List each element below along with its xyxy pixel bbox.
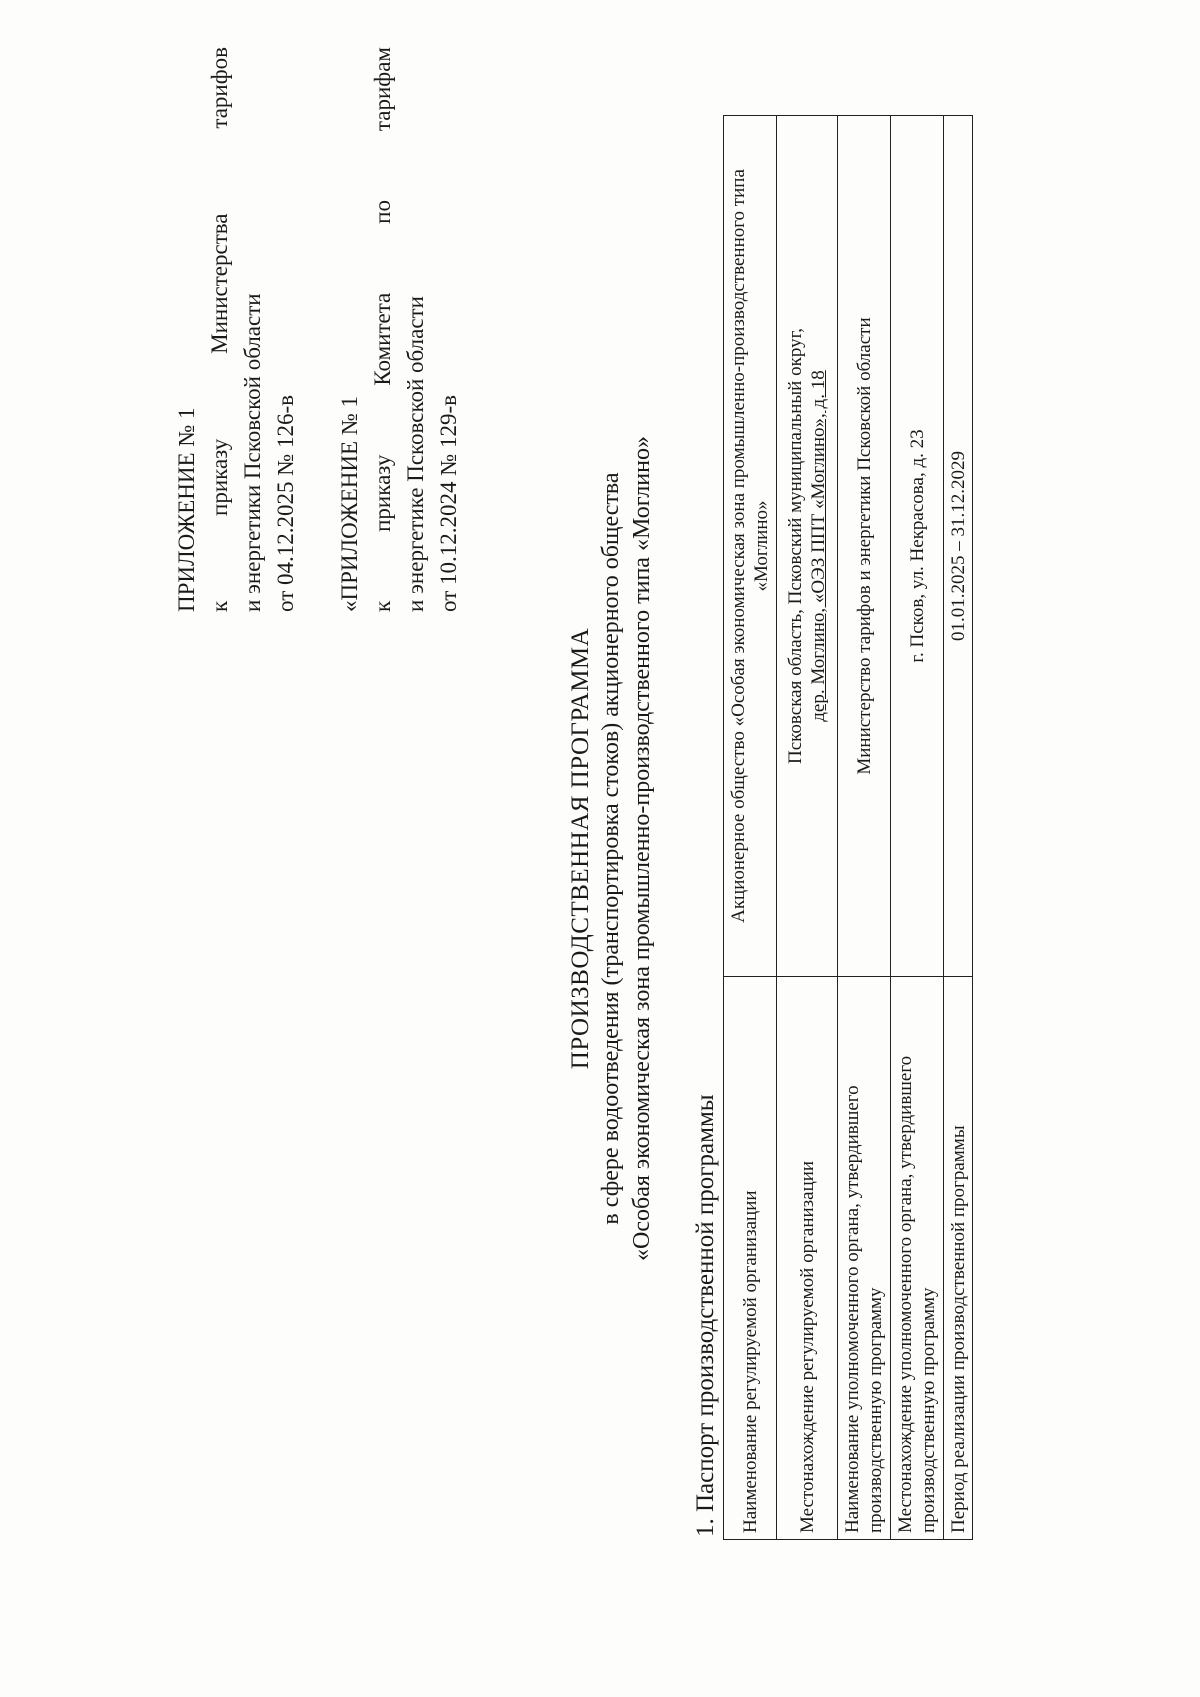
appendix-order-line	[366, 47, 399, 612]
table-cell-label: Период реализации производственной программы	[944, 977, 973, 1540]
appendix-word: к	[370, 600, 395, 612]
table-cell-value: г. Псков, ул. Некрасова, д. 23	[891, 116, 944, 977]
appendix-block-previous	[333, 47, 465, 612]
appendix-authority: и энергетике Псковской области	[403, 296, 428, 612]
appendix-title: ПРИЛОЖЕНИЕ № 1	[174, 407, 199, 612]
program-heading	[565, 0, 658, 1697]
section-title: 1. Паспорт производственной программы	[692, 1094, 719, 1537]
table-cell-label: Наименование уполномоченного органа, утвердившего производственную программу	[838, 977, 891, 1540]
appendix-word: Комитета	[370, 292, 395, 386]
appendix-word: Министерства	[207, 213, 232, 354]
appendix-word: к	[207, 600, 232, 612]
table-row	[838, 116, 891, 1540]
appendix-block-current	[170, 47, 302, 612]
table-cell-label: Местонахождение уполномоченного органа, утвердившего производственную программу	[891, 977, 944, 1540]
table-cell-value: Министерство тарифов и энергетики Псковской области	[838, 116, 891, 977]
appendix-order-date: от 04.12.2025 № 126-в	[273, 395, 298, 612]
appendix-order-line	[203, 47, 236, 612]
appendix-authority: и энергетики Псковской области	[240, 293, 265, 612]
address-line: дер. Моглино, «ОЭЗ ППТ «Моглино», д. 18	[808, 370, 829, 722]
table-cell-value	[777, 116, 838, 977]
table-row	[944, 116, 973, 1540]
page-subtitle: в сфере водоотведения (транспортировка стоков) акционерного общества	[598, 472, 624, 1225]
appendix-order-date: от 10.12.2024 № 129-в	[436, 395, 461, 612]
table-cell-value: Акционерное общество «Особая экономическая зона промышленно-производственного типа «Моглино»	[724, 116, 777, 977]
appendix-word: тарифам	[370, 47, 395, 132]
table-cell-label: Наименование регулируемой организации	[724, 977, 777, 1540]
appendix-word: по	[370, 200, 395, 224]
page-title: ПРОИЗВОДСТВЕННАЯ ПРОГРАММА	[567, 627, 594, 1070]
table-row	[724, 116, 777, 1540]
table-cell-value: 01.01.2025 – 31.12.2029	[944, 116, 973, 977]
appendix-word: тарифов	[207, 47, 232, 129]
table-row	[777, 116, 838, 1540]
address-line: Псковская область, Псковский муниципальный округ,	[785, 328, 806, 764]
appendix-title: «ПРИЛОЖЕНИЕ № 1	[337, 395, 362, 612]
table-row	[891, 116, 944, 1540]
appendix-word: приказу	[207, 438, 232, 516]
table-cell-label: Местонахождение регулируемой организации	[777, 977, 838, 1540]
page-subtitle: «Особая экономическая зона промышленно-производственного типа «Моглино»	[629, 436, 655, 1261]
appendix-word: приказу	[370, 454, 395, 532]
passport-table	[723, 115, 973, 1540]
